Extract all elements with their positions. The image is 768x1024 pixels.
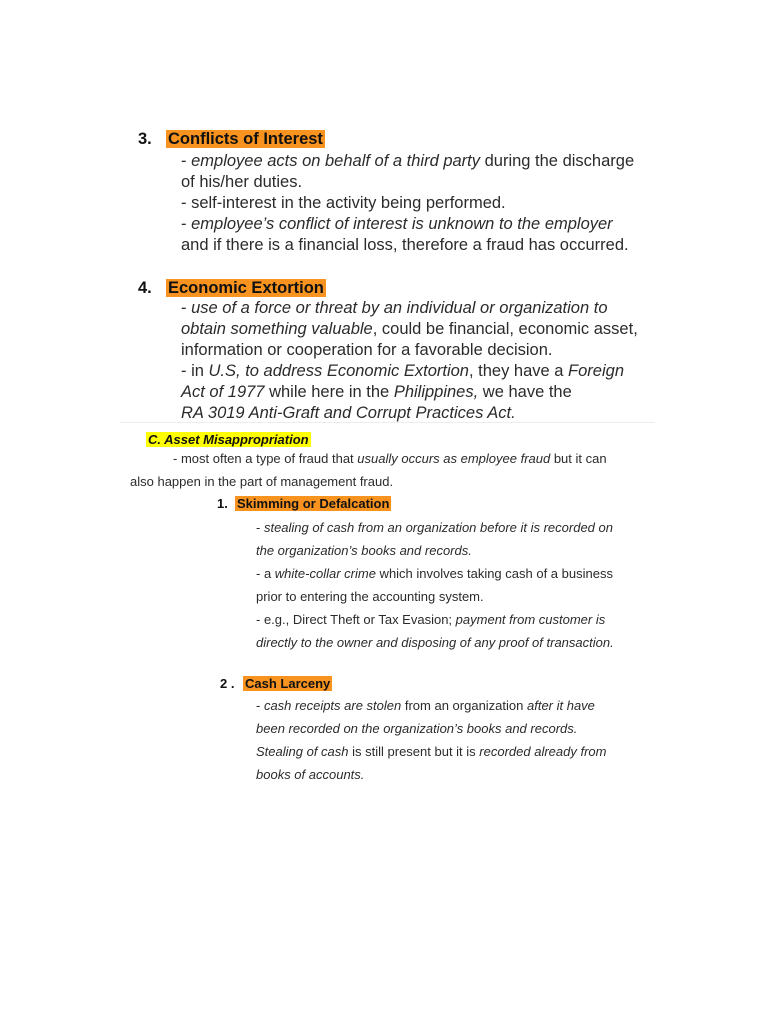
section-3-number: 3. <box>138 130 152 148</box>
item-2-number: 2 . <box>220 676 235 691</box>
item-2-body: - cash receipts are stolen from an organization after it have been recorded on the organization’s books and records. Stealing of cash is still present but it is recorded already from books of accounts. <box>256 698 607 782</box>
item-1-body: - stealing of cash from an organization before it is recorded on the organization’s books and records. - a white-collar crime which involves taking cash of a business prior to entering the accounting system. - e.g., Direct Theft or Tax Evasion; payment from customer is directly to the owner and disposing of any proof of transaction. <box>256 520 614 650</box>
item-1-heading: Skimming or Defalcation <box>237 496 390 511</box>
section-3-body: - employee acts on behalf of a third party during the discharge of his/her duties. - self-interest in the activity being performed. - employee’s conflict of interest is unknown to the employer and if there is a financial loss, therefore a fraud has occurred. <box>181 152 635 254</box>
item-2-heading: Cash Larceny <box>245 676 331 691</box>
section-3-heading: Conflicts of Interest <box>168 130 323 148</box>
asset-intro-line-2: also happen in the part of management fraud. <box>130 474 394 489</box>
section-4-body: - use of a force or threat by an individual or organization to obtain something valuable, could be financial, economic asset, information or cooperation for a favorable decision. - in U.S, to address Economic Extortion, they have a Foreign Act of 1977 while here in the Philippines, we have the RA 3019 Anti-Graft and Corrupt Practices Act. <box>181 299 638 422</box>
asset-misappropriation-heading: C. Asset Misappropriation <box>148 432 309 447</box>
section-4-heading: Economic Extortion <box>168 279 324 297</box>
section-4-number: 4. <box>138 279 152 297</box>
asset-intro-line-1: - most often a type of fraud that usually occurs as employee fraud but it can <box>173 451 607 466</box>
page-divider <box>120 422 655 423</box>
item-1-number: 1. <box>217 496 228 511</box>
